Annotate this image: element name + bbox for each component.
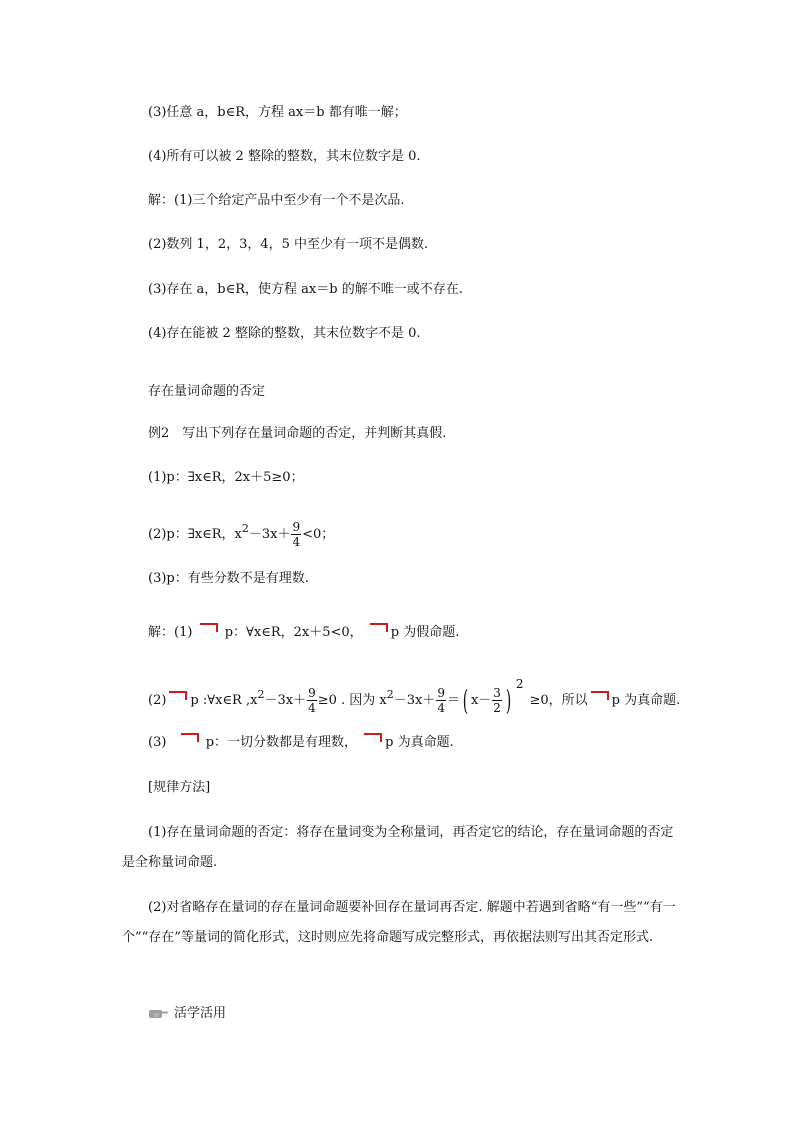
a1-text: p：∀x∈R，2x＋5<0，: [224, 625, 363, 640]
a2-text-d: －3x＋: [393, 693, 436, 708]
negation-icon: [169, 691, 187, 701]
a2-exponent-2: 2: [386, 688, 394, 701]
a2-fraction-2-num: 9: [437, 686, 445, 700]
negation-icon: [591, 691, 609, 701]
p2-fraction-den: 4: [292, 535, 301, 549]
a2-text-c: ≥0 . 因为 x: [317, 693, 387, 708]
a2-text-f: x－: [470, 693, 492, 708]
answer-2: [148, 666, 680, 719]
line-3: (3)任意 a，b∈R，方程 ax＝b 都有唯一解；: [148, 105, 407, 120]
method-paragraph-2: (2)对省略存在量词的存在量词命题要补回存在量词再否定. 解题中若遇到省略“有一些”“有一个”“存在”等量词的简化形式，这时则应先将命题写成完整形式，再依据法则写出其否定形式.: [122, 900, 676, 945]
solution-2: (2)数列 1，2，3，4，5 中至少有一项不是偶数.: [148, 237, 429, 252]
a2-fraction: [307, 686, 317, 715]
p2-text-a: (2)p：∃x∈R，x: [148, 527, 242, 542]
a2-exponent: 2: [257, 688, 265, 701]
method-title: [规律方法]: [148, 780, 211, 795]
p2-exponent: 2: [241, 522, 249, 535]
a2-text-b: －3x＋: [264, 693, 307, 708]
solution-4: (4)存在能被 2 整除的整数，其末位数字不是 0.: [148, 326, 421, 341]
a2-fraction-num: 9: [308, 686, 316, 700]
a2-fraction-3-den: 2: [493, 701, 501, 715]
a2-text-a: p :∀x∈R ,x: [190, 693, 258, 708]
a2-verdict: p 为真命题.: [611, 693, 681, 708]
line-4: (4)所有可以被 2 整除的整数，其末位数字是 0.: [148, 149, 421, 164]
a3-label: (3): [148, 735, 167, 750]
p2-fraction: [291, 520, 301, 549]
a2-label: (2): [148, 693, 167, 708]
a3-verdict: p 为真命题.: [385, 735, 454, 750]
answer-3: [148, 733, 454, 752]
p2-fraction-num: 9: [292, 520, 301, 534]
right-paren: ): [505, 683, 512, 717]
section-heading: 存在量词命题的否定: [148, 384, 266, 399]
p2-text-b: －3x＋: [248, 527, 291, 542]
a2-fraction-3: [492, 686, 502, 715]
footer-label: 活学活用: [174, 1006, 227, 1021]
solution-1: 解：(1)三个给定产品中至少有一个不是次品.: [148, 193, 405, 208]
negation-icon: [370, 623, 388, 633]
a1-verdict: p 为假命题.: [390, 625, 460, 640]
negation-icon: [181, 733, 199, 743]
solution-3: (3)存在 a，b∈R，使方程 ax＝b 的解不唯一或不存在.: [148, 282, 463, 297]
a2-fraction-den: 4: [308, 701, 316, 715]
a1-label: 解：(1): [148, 625, 193, 640]
answer-1: [148, 623, 459, 642]
negation-icon: [364, 733, 382, 743]
a2-exponent-3: 2: [515, 677, 524, 691]
a3-text: p：一切分数都是有理数，: [205, 735, 358, 750]
problem-3: (3)p：有些分数不是有理数.: [148, 571, 309, 586]
a2-text-e: ＝: [446, 693, 460, 708]
a2-fraction-2: [436, 686, 446, 715]
left-paren: (: [462, 683, 469, 717]
p2-text-c: <0；: [302, 527, 335, 542]
a2-fraction-3-num: 3: [493, 686, 501, 700]
example-statement: 例2 写出下列存在量词命题的否定，并判断其真假.: [148, 426, 447, 441]
negation-icon: [200, 623, 218, 633]
method-paragraph-1: (1)存在量词命题的否定：将存在量词变为全称量词，再否定它的结论，存在量词命题的否定是全称量词命题.: [122, 825, 674, 870]
pointing-hand-icon: [148, 1008, 168, 1020]
a2-text-g: ≥0，所以: [529, 693, 588, 708]
a2-fraction-2-den: 4: [437, 701, 445, 715]
problem-2: [148, 512, 334, 552]
problem-1: (1)p：∃x∈R，2x＋5≥0；: [148, 470, 304, 485]
